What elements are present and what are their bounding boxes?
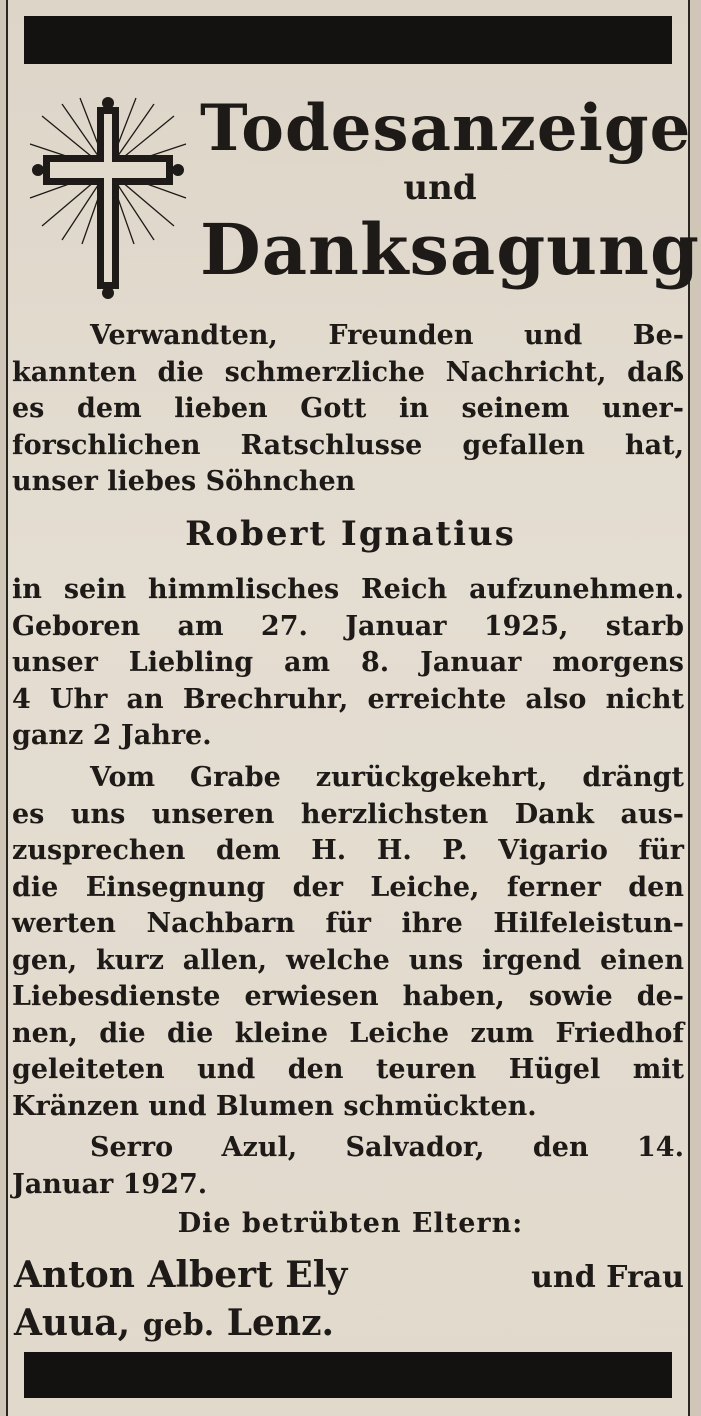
- text-line: Serro Azul, Salvador, den 14.: [90, 1132, 684, 1163]
- text-line: unser liebes Söhnchen: [12, 466, 356, 497]
- text-line: zusprechen dem H. H. P. Vigario für: [12, 835, 684, 866]
- text-line: nen, die die kleine Leiche zum Friedhof: [12, 1017, 684, 1049]
- title-todesanzeige: Todesanzeige: [200, 91, 692, 166]
- text-line: Vom Grabe zurückgekehrt, drängt: [90, 762, 684, 793]
- text-line: in sein himmlisches Reich aufzunehmen.: [12, 574, 684, 605]
- thanks-paragraph: [12, 760, 684, 1125]
- text-line: forschlichen Ratschlusse gefallen hat,: [12, 429, 684, 461]
- top-black-rule: [24, 16, 672, 64]
- text-line: die Einsegnung der Leiche, ferner den: [12, 871, 684, 903]
- geb-label: geb.: [142, 1308, 215, 1343]
- text-line: es uns unseren herzlichsten Dank aus-: [12, 798, 684, 830]
- text-line: ganz 2 Jahre.: [12, 720, 212, 751]
- text-line: kannten die schmerzliche Nachricht, daß: [12, 356, 684, 388]
- cross-icon: [22, 94, 194, 302]
- text-line: Verwandten, Freunden und Be-: [90, 320, 684, 351]
- text-line: gen, kurz allen, welche uns irgend einen: [12, 944, 684, 976]
- title-connector: und: [403, 168, 477, 208]
- text-line: 4 Uhr an Brechruhr, erreichte also nicht: [12, 683, 684, 715]
- signature-line-father: [14, 1254, 684, 1296]
- text-line: geleiteten und den teuren Hügel mit: [12, 1054, 684, 1085]
- title-danksagung: Danksagung: [200, 208, 700, 291]
- mother-name: Auua,: [14, 1302, 131, 1344]
- text-line: Geboren am 27. Januar 1925, starb: [12, 610, 684, 642]
- birth-death-paragraph: [12, 572, 684, 755]
- signature-line-mother: [14, 1302, 684, 1344]
- text-line: Januar 1927.: [12, 1168, 208, 1200]
- text-line: werten Nachbarn für ihre Hilfeleistun-: [12, 908, 684, 939]
- text-line: es dem lieben Gott in seinem uner-: [12, 393, 684, 424]
- text-line: Kränzen und Blumen schmückten.: [12, 1090, 537, 1122]
- announcement-paragraph: [12, 318, 684, 501]
- place-date: [12, 1130, 684, 1203]
- und-frau: und Frau: [531, 1260, 684, 1295]
- signature-heading: Die betrübten Eltern:: [177, 1208, 524, 1239]
- text-line: unser Liebling am 8. Januar morgens: [12, 647, 684, 678]
- deceased-name: Robert Ignatius: [185, 514, 516, 554]
- bottom-black-rule: [24, 1352, 672, 1398]
- maiden-name: Lenz.: [226, 1302, 335, 1344]
- father-name: Anton Albert Ely: [14, 1254, 348, 1296]
- text-line: Liebesdienste erwiesen haben, sowie de-: [12, 981, 684, 1012]
- heading-block: [200, 91, 700, 291]
